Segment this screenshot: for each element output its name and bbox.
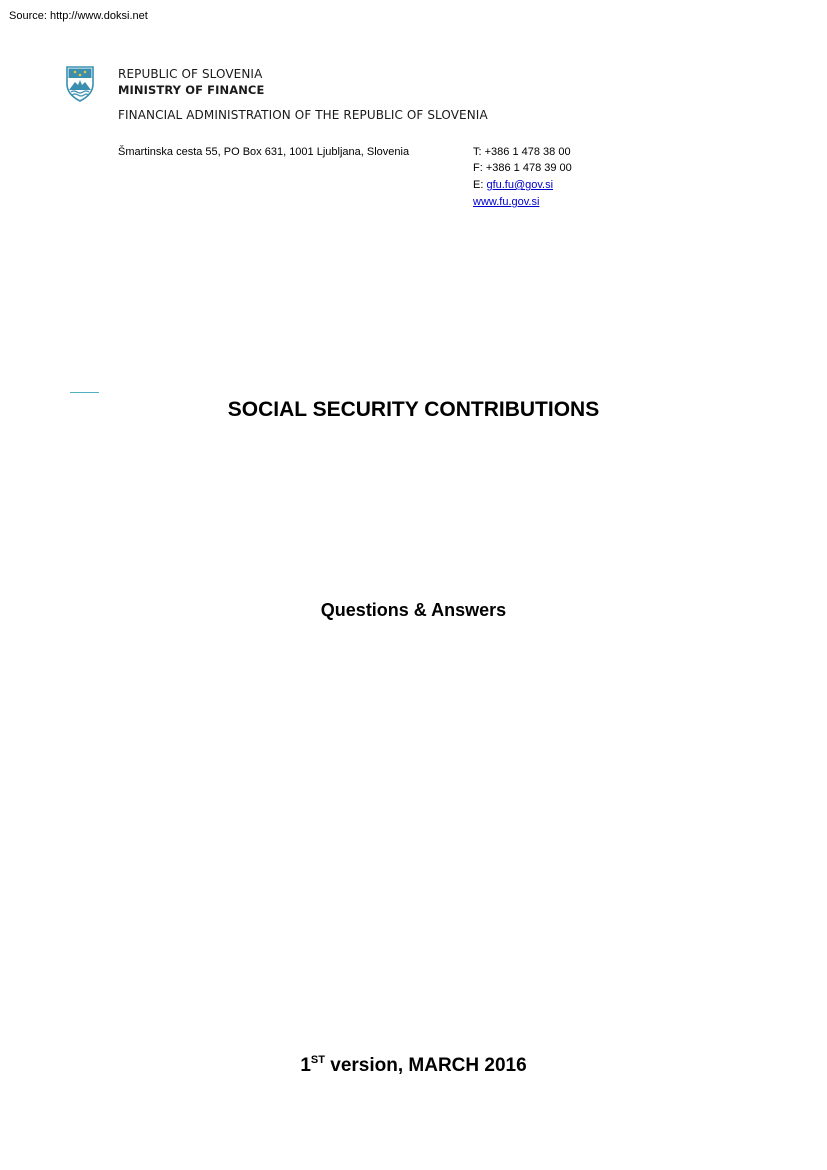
header-republic: REPUBLIC OF SLOVENIA [118,67,263,81]
accent-divider [70,392,99,393]
website-line [473,195,539,209]
website-link[interactable]: www.fu.gov.si [473,196,540,208]
version-date: version, MARCH 2016 [324,1055,527,1076]
document-title: SOCIAL SECURITY CONTRIBUTIONS [227,398,600,421]
phone-number: T: +386 1 478 38 00 [473,146,571,158]
version-line [0,1053,827,1079]
email-link[interactable]: gfu.fu@gov.si [486,179,554,191]
header-administration: FINANCIAL ADMINISTRATION OF THE REPUBLIC OF SLOVENIA [118,108,488,122]
email-line [473,178,553,192]
fax-number: F: +386 1 478 39 00 [473,162,572,174]
version-ordinal-suffix: ST [310,1054,325,1066]
postal-address: Šmartinska cesta 55, PO Box 631, 1001 Ljubljana, Slovenia [118,146,410,158]
document-subtitle: Questions & Answers [320,600,507,620]
slovenia-coat-of-arms-icon [65,66,95,102]
email-prefix: E: [473,179,487,191]
source-note: Source: http://www.doksi.net [9,10,148,22]
version-number: 1 [300,1055,311,1076]
header-ministry: MINISTRY OF FINANCE [118,83,265,97]
